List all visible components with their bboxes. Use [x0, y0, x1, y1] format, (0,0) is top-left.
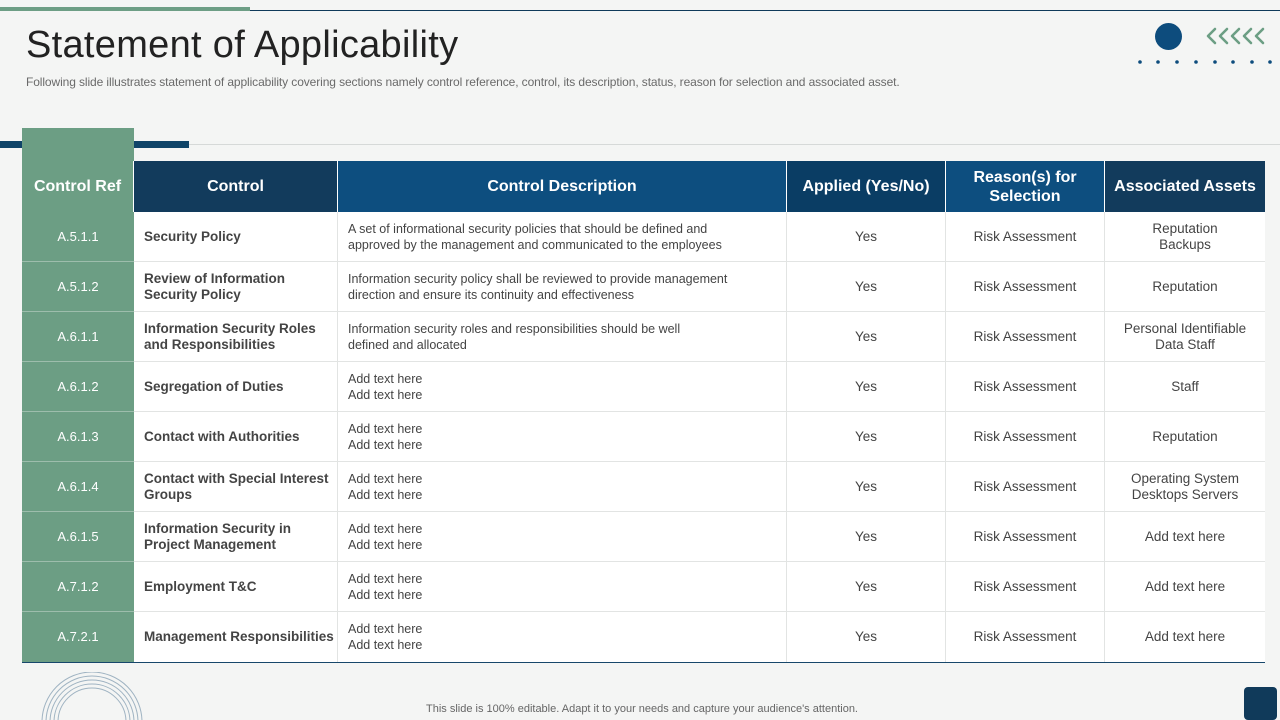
table-row	[22, 312, 1265, 362]
cell-control: Contact with Special Interest Groups	[134, 462, 338, 512]
decorative-circle-icon	[1155, 23, 1182, 50]
cell-applied: Yes	[787, 412, 946, 462]
cell-reason: Risk Assessment	[946, 212, 1105, 262]
table-header-row	[22, 161, 1265, 212]
cell-control: Information Security in Project Management	[134, 512, 338, 562]
cell-applied: Yes	[787, 262, 946, 312]
cell-assets: Reputation	[1105, 412, 1265, 462]
cell-control: Employment T&C	[134, 562, 338, 612]
cell-control-ref: A.7.1.2	[22, 562, 134, 612]
cell-assets: Reputation	[1105, 262, 1265, 312]
table-row	[22, 262, 1265, 312]
cell-control-ref: A.6.1.5	[22, 512, 134, 562]
cell-description: A set of informational security policies that should be defined and approved by the management and communicated to the employees	[338, 212, 787, 262]
cell-description: Add text here Add text here	[338, 562, 787, 612]
cell-reason: Risk Assessment	[946, 562, 1105, 612]
cell-assets: Staff	[1105, 362, 1265, 412]
cell-description: Add text here Add text here	[338, 512, 787, 562]
cell-reason: Risk Assessment	[946, 462, 1105, 512]
cell-applied: Yes	[787, 312, 946, 362]
cell-description: Information security roles and responsibilities should be well defined and allocated	[338, 312, 787, 362]
cell-control: Management Responsibilities	[134, 612, 338, 662]
table-row	[22, 362, 1265, 412]
applicability-table	[22, 161, 1265, 663]
cell-assets: Operating System Desktops Servers	[1105, 462, 1265, 512]
cell-assets: Add text here	[1105, 562, 1265, 612]
cell-control: Security Policy	[134, 212, 338, 262]
top-accent-bar	[0, 7, 250, 11]
cell-control-ref: A.5.1.2	[22, 262, 134, 312]
cell-reason: Risk Assessment	[946, 412, 1105, 462]
cell-reason: Risk Assessment	[946, 312, 1105, 362]
table-row	[22, 212, 1265, 262]
footer-note: This slide is 100% editable. Adapt it to your needs and capture your audience's attention.	[426, 703, 858, 715]
cell-control: Contact with Authorities	[134, 412, 338, 462]
header-control-ref: Control Ref	[22, 161, 134, 212]
cell-control: Review of Information Security Policy	[134, 262, 338, 312]
table-row	[22, 612, 1265, 662]
header-reason: Reason(s) for Selection	[946, 161, 1105, 212]
accent-tab	[22, 128, 134, 162]
section-divider	[0, 144, 1280, 145]
cell-applied: Yes	[787, 512, 946, 562]
cell-control: Segregation of Duties	[134, 362, 338, 412]
cell-control-ref: A.6.1.4	[22, 462, 134, 512]
cell-control: Information Security Roles and Responsibilities	[134, 312, 338, 362]
decorative-dots-icon	[1137, 58, 1272, 66]
cell-assets: Add text here	[1105, 512, 1265, 562]
cell-applied: Yes	[787, 612, 946, 662]
cell-control-ref: A.6.1.1	[22, 312, 134, 362]
table-row	[22, 512, 1265, 562]
cell-control-ref: A.6.1.3	[22, 412, 134, 462]
cell-reason: Risk Assessment	[946, 612, 1105, 662]
cell-description: Add text here Add text here	[338, 462, 787, 512]
cell-description: Information security policy shall be reviewed to provide management direction and ensure its continuity and effectiveness	[338, 262, 787, 312]
cell-reason: Risk Assessment	[946, 512, 1105, 562]
cell-description: Add text here Add text here	[338, 412, 787, 462]
table-row	[22, 562, 1265, 612]
cell-description: Add text here Add text here	[338, 362, 787, 412]
cell-control-ref: A.7.2.1	[22, 612, 134, 662]
header-control: Control	[134, 161, 338, 212]
header-control-description: Control Description	[338, 161, 787, 212]
page-title: Statement of Applicability	[26, 24, 459, 66]
cell-assets: Reputation Backups	[1105, 212, 1265, 262]
header-applied: Applied (Yes/No)	[787, 161, 946, 212]
corner-square-icon	[1244, 687, 1277, 720]
chevron-left-icon	[1205, 23, 1269, 51]
page-subtitle: Following slide illustrates statement of applicability covering sections namely control reference, control, its description, status, reason for selection and associated asset.	[26, 75, 900, 89]
cell-applied: Yes	[787, 362, 946, 412]
table-row	[22, 462, 1265, 512]
cell-description: Add text here Add text here	[338, 612, 787, 662]
cell-reason: Risk Assessment	[946, 262, 1105, 312]
cell-applied: Yes	[787, 562, 946, 612]
cell-reason: Risk Assessment	[946, 362, 1105, 412]
cell-control-ref: A.6.1.2	[22, 362, 134, 412]
top-divider-line	[250, 10, 1280, 11]
cell-assets: Personal Identifiable Data Staff	[1105, 312, 1265, 362]
cell-applied: Yes	[787, 462, 946, 512]
header-associated-assets: Associated Assets	[1105, 161, 1265, 212]
cell-control-ref: A.5.1.1	[22, 212, 134, 262]
cell-applied: Yes	[787, 212, 946, 262]
cell-assets: Add text here	[1105, 612, 1265, 662]
table-row	[22, 412, 1265, 462]
